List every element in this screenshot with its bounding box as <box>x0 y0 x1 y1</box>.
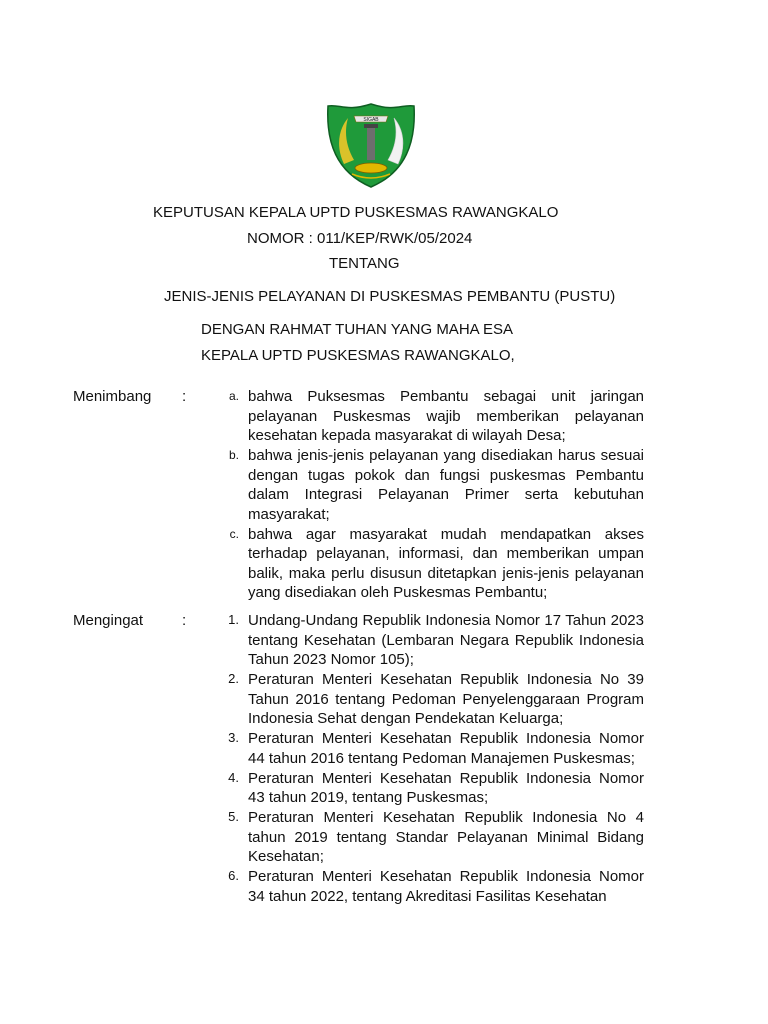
list-item-text: Peraturan Menteri Kesehatan Republik Indonesia Nomor 43 tahun 2019, tentang Puskesmas; <box>248 769 644 806</box>
document-subject: JENIS-JENIS PELAYANAN DI PUSKESMAS PEMBANTU (PUSTU) <box>164 288 616 305</box>
list-item-text: bahwa jenis-jenis pelayanan yang disediakan harus sesuai dengan tugas pokok dan fungsi puskesmas Pembantu dalam Integrasi Pelayanan Primer serta kebutuhan masyarakat; <box>248 447 644 523</box>
menimbang-label: Menimbang <box>73 388 152 405</box>
emblem-tower-icon <box>367 126 375 160</box>
list-marker: 5. <box>228 809 239 824</box>
list-item <box>0 446 768 524</box>
list-item-text: Peraturan Menteri Kesehatan Republik Indonesia Nomor 44 tahun 2016 tentang Pedoman Manajemen Puskesmas; <box>248 730 644 767</box>
menimbang-colon: : <box>182 388 187 405</box>
document-number: NOMOR : 011/KEP/RWK/05/2024 <box>247 230 473 247</box>
list-marker: 3. <box>228 730 239 745</box>
authority-line: KEPALA UPTD PUSKESMAS RAWANGKALO, <box>201 347 515 364</box>
list-item-text: Peraturan Menteri Kesehatan Republik Indonesia Nomor 34 tahun 2022, tentang Akreditasi Fasilitas Kesehatan <box>248 868 644 905</box>
list-item-text: Peraturan Menteri Kesehatan Republik Indonesia No 4 tahun 2019 tentang Standar Pelayanan Minimal Bidang Kesehatan; <box>248 809 644 865</box>
document-tentang: TENTANG <box>329 255 400 272</box>
list-marker: 4. <box>228 769 239 785</box>
invocation-line: DENGAN RAHMAT TUHAN YANG MAHA ESA <box>201 321 514 338</box>
list-item-text: bahwa Puksesmas Pembantu sebagai unit jaringan pelayanan Puskesmas wajib memberikan pelayanan kesehatan kepada masyarakat di wilayah Desa; <box>248 388 644 444</box>
list-item <box>0 670 768 729</box>
document-title: KEPUTUSAN KEPALA UPTD PUSKESMAS RAWANGKALO <box>153 204 559 221</box>
list-item <box>0 769 768 808</box>
regional-emblem-logo <box>326 102 416 188</box>
list-item <box>0 729 768 768</box>
list-item-text: Peraturan Menteri Kesehatan Republik Indonesia No 39 Tahun 2016 tentang Pedoman Penyelenggaraan Program Indonesia Sehat dengan Pendekatan Keluarga; <box>248 671 644 727</box>
list-item <box>0 611 768 670</box>
list-item <box>0 387 768 446</box>
list-marker: 2. <box>228 671 239 686</box>
list-marker: 1. <box>228 612 239 627</box>
list-marker: 6. <box>228 868 239 883</box>
list-item-text: bahwa agar masyarakat mudah mendapatkan akses terhadap pelayanan, informasi, dan memberikan umpan balik, maka perlu disusun ditetapkan jenis-jenis pelayanan yang disediakan oleh Puskesmas Pembantu; <box>248 525 644 601</box>
menimbang-section <box>0 387 768 603</box>
emblem-boat-icon <box>355 163 387 173</box>
mengingat-label: Mengingat <box>73 612 144 629</box>
list-item-text: Undang-Undang Republik Indonesia Nomor 17 Tahun 2023 tentang Kesehatan (Lembaran Negara Republik Indonesia Tahun 2023 Nomor 105); <box>248 612 644 668</box>
list-item <box>0 808 768 867</box>
list-item <box>0 525 768 603</box>
list-marker: a. <box>228 389 239 403</box>
emblem-banner-text: SIGAB <box>363 117 379 123</box>
list-marker: b. <box>228 448 239 462</box>
mengingat-colon: : <box>182 612 187 629</box>
list-marker: c. <box>229 526 239 541</box>
mengingat-section <box>0 611 768 907</box>
list-item <box>0 867 768 906</box>
